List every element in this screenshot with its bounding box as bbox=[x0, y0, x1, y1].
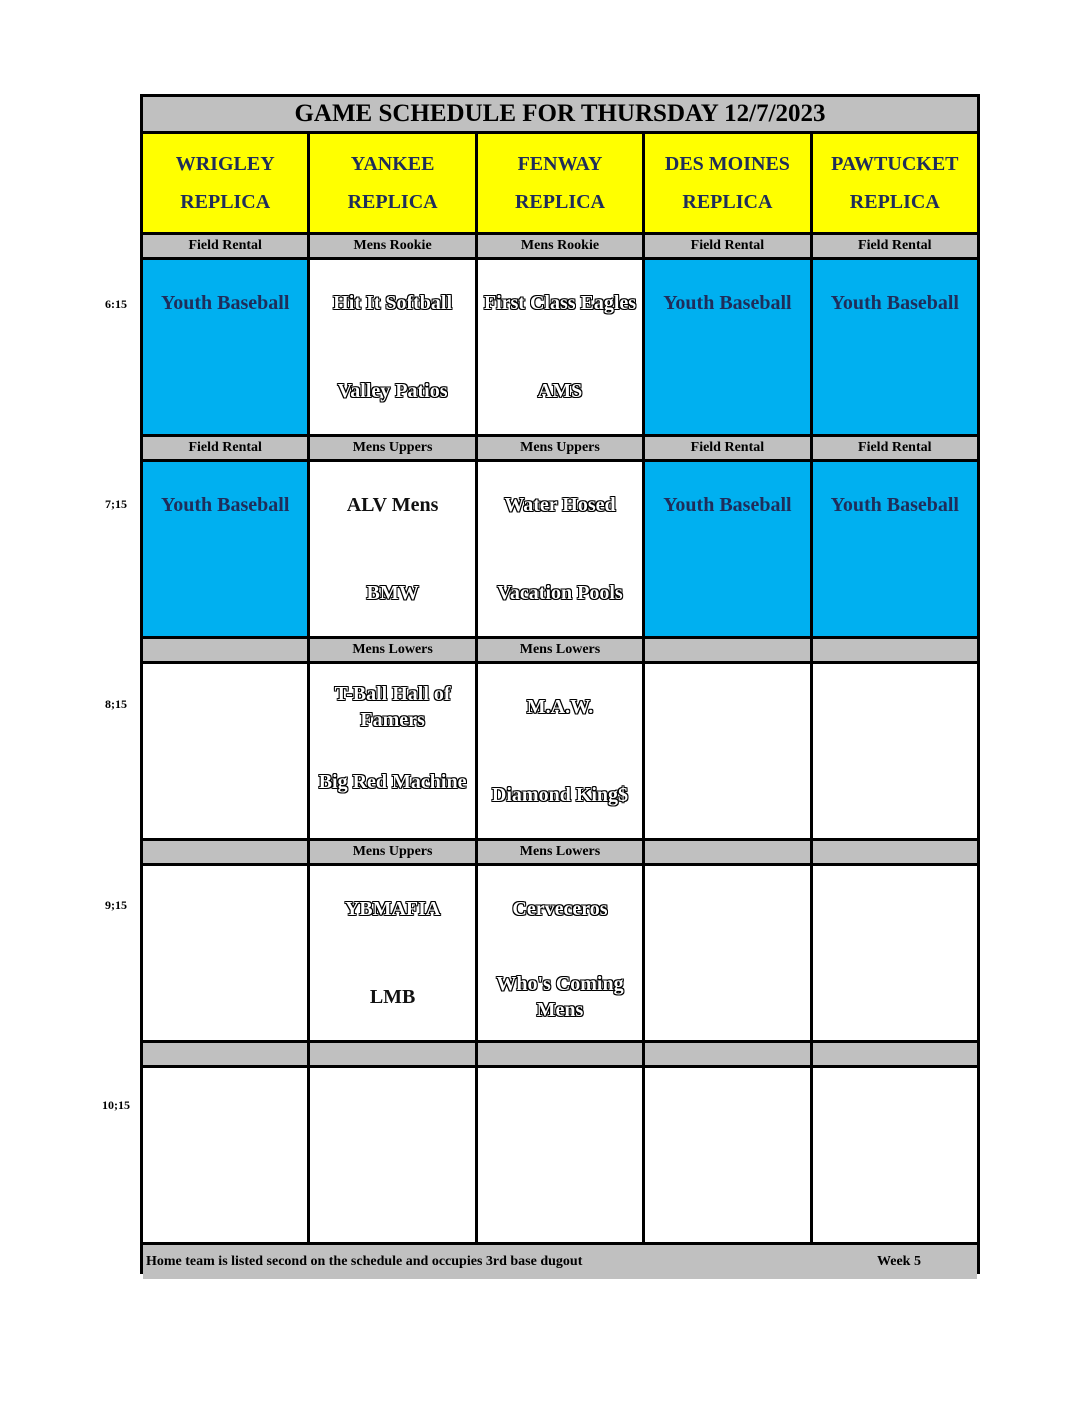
division-label bbox=[813, 841, 977, 863]
division-label: Field Rental bbox=[645, 437, 809, 459]
field-name: YANKEE bbox=[350, 153, 435, 175]
field-subtitle: REPLICA bbox=[514, 191, 605, 213]
game-slot bbox=[645, 664, 809, 838]
field-subtitle: REPLICA bbox=[682, 191, 773, 213]
division-label: Field Rental bbox=[813, 235, 977, 257]
away-team: Cerveceros bbox=[512, 898, 608, 920]
field-rental-slot bbox=[813, 462, 977, 636]
home-team: Diamond King$ bbox=[491, 784, 629, 806]
away-team: First Class Eagles bbox=[483, 292, 637, 314]
time-label: 7;15 bbox=[105, 497, 127, 511]
schedule-title: GAME SCHEDULE FOR THURSDAY 12/7/2023 bbox=[143, 97, 977, 131]
week-label: Week 5 bbox=[877, 1254, 921, 1269]
game-slot bbox=[478, 462, 642, 636]
game-slot bbox=[143, 664, 307, 838]
division-label bbox=[478, 1043, 642, 1065]
game-slot bbox=[143, 1068, 307, 1242]
home-team: Big Red Machine bbox=[318, 771, 467, 793]
away-team: M.A.W. bbox=[526, 696, 594, 718]
away-team: Water Hosed bbox=[504, 494, 616, 516]
field-subtitle: REPLICA bbox=[180, 191, 271, 213]
away-team: Youth Baseball bbox=[830, 292, 959, 314]
away-team: Hit It Softball bbox=[333, 292, 453, 314]
field-name: DES MOINES bbox=[664, 153, 790, 175]
footer-note: Home team is listed second on the schedule and occupies 3rd base dugout bbox=[146, 1254, 583, 1269]
division-label bbox=[645, 841, 809, 863]
away-team: Youth Baseball bbox=[663, 494, 792, 516]
field-name: WRIGLEY bbox=[175, 153, 275, 175]
away-team: Youth Baseball bbox=[663, 292, 792, 314]
field-subtitle: REPLICA bbox=[347, 191, 438, 213]
game-slot bbox=[478, 260, 642, 434]
field-header bbox=[143, 134, 307, 232]
time-label: 10;15 bbox=[102, 1098, 130, 1112]
game-slot bbox=[310, 260, 474, 434]
division-label bbox=[645, 639, 809, 661]
division-label: Field Rental bbox=[143, 235, 307, 257]
division-label bbox=[813, 1043, 977, 1065]
game-slot bbox=[310, 462, 474, 636]
division-label: Mens Lowers bbox=[478, 841, 642, 863]
game-slot bbox=[143, 866, 307, 1040]
division-label: Mens Rookie bbox=[310, 235, 474, 257]
home-team: LMB bbox=[369, 986, 416, 1008]
game-slot bbox=[478, 664, 642, 838]
away-team: ALV Mens bbox=[346, 494, 439, 516]
game-slot bbox=[310, 664, 474, 838]
game-slot bbox=[813, 866, 977, 1040]
away-team: Youth Baseball bbox=[830, 494, 959, 516]
game-slot bbox=[645, 866, 809, 1040]
away-team: YBMAFIA bbox=[344, 898, 441, 920]
field-header bbox=[645, 134, 809, 232]
game-slot bbox=[478, 866, 642, 1040]
schedule-footer bbox=[143, 1245, 977, 1279]
game-slot bbox=[478, 1068, 642, 1242]
game-slot bbox=[310, 866, 474, 1040]
field-rental-slot bbox=[645, 462, 809, 636]
home-team: AMS bbox=[537, 380, 583, 402]
field-header bbox=[310, 134, 474, 232]
division-label: Mens Lowers bbox=[478, 639, 642, 661]
field-rental-slot bbox=[143, 260, 307, 434]
away-team: Youth Baseball bbox=[161, 494, 290, 516]
division-label: Field Rental bbox=[645, 235, 809, 257]
division-label: Mens Uppers bbox=[310, 841, 474, 863]
field-name: PAWTUCKET bbox=[831, 153, 959, 175]
division-label bbox=[143, 639, 307, 661]
field-rental-slot bbox=[143, 462, 307, 636]
division-label: Mens Lowers bbox=[310, 639, 474, 661]
field-name: FENWAY bbox=[517, 153, 603, 175]
division-label bbox=[310, 1043, 474, 1065]
away-team: T-Ball Hall of Famers bbox=[334, 683, 451, 731]
schedule-table bbox=[140, 94, 980, 1274]
division-label: Field Rental bbox=[813, 437, 977, 459]
division-label bbox=[645, 1043, 809, 1065]
time-label: 9;15 bbox=[105, 898, 127, 912]
time-label: 8;15 bbox=[105, 697, 127, 711]
division-label bbox=[813, 639, 977, 661]
field-rental-slot bbox=[813, 260, 977, 434]
game-slot bbox=[813, 1068, 977, 1242]
home-team: Vacation Pools bbox=[497, 582, 623, 604]
game-slot bbox=[813, 664, 977, 838]
field-header bbox=[813, 134, 977, 232]
game-slot bbox=[645, 1068, 809, 1242]
division-label bbox=[143, 841, 307, 863]
game-slot bbox=[310, 1068, 474, 1242]
home-team: Valley Patios bbox=[337, 380, 448, 402]
field-header bbox=[478, 134, 642, 232]
field-subtitle: REPLICA bbox=[849, 191, 940, 213]
division-label: Mens Uppers bbox=[310, 437, 474, 459]
field-rental-slot bbox=[645, 260, 809, 434]
time-label: 6:15 bbox=[105, 297, 127, 311]
division-label: Field Rental bbox=[143, 437, 307, 459]
home-team: Who's Coming Mens bbox=[496, 973, 624, 1021]
division-label bbox=[143, 1043, 307, 1065]
division-label: Mens Rookie bbox=[478, 235, 642, 257]
home-team: BMW bbox=[366, 582, 419, 604]
away-team: Youth Baseball bbox=[161, 292, 290, 314]
division-label: Mens Uppers bbox=[478, 437, 642, 459]
